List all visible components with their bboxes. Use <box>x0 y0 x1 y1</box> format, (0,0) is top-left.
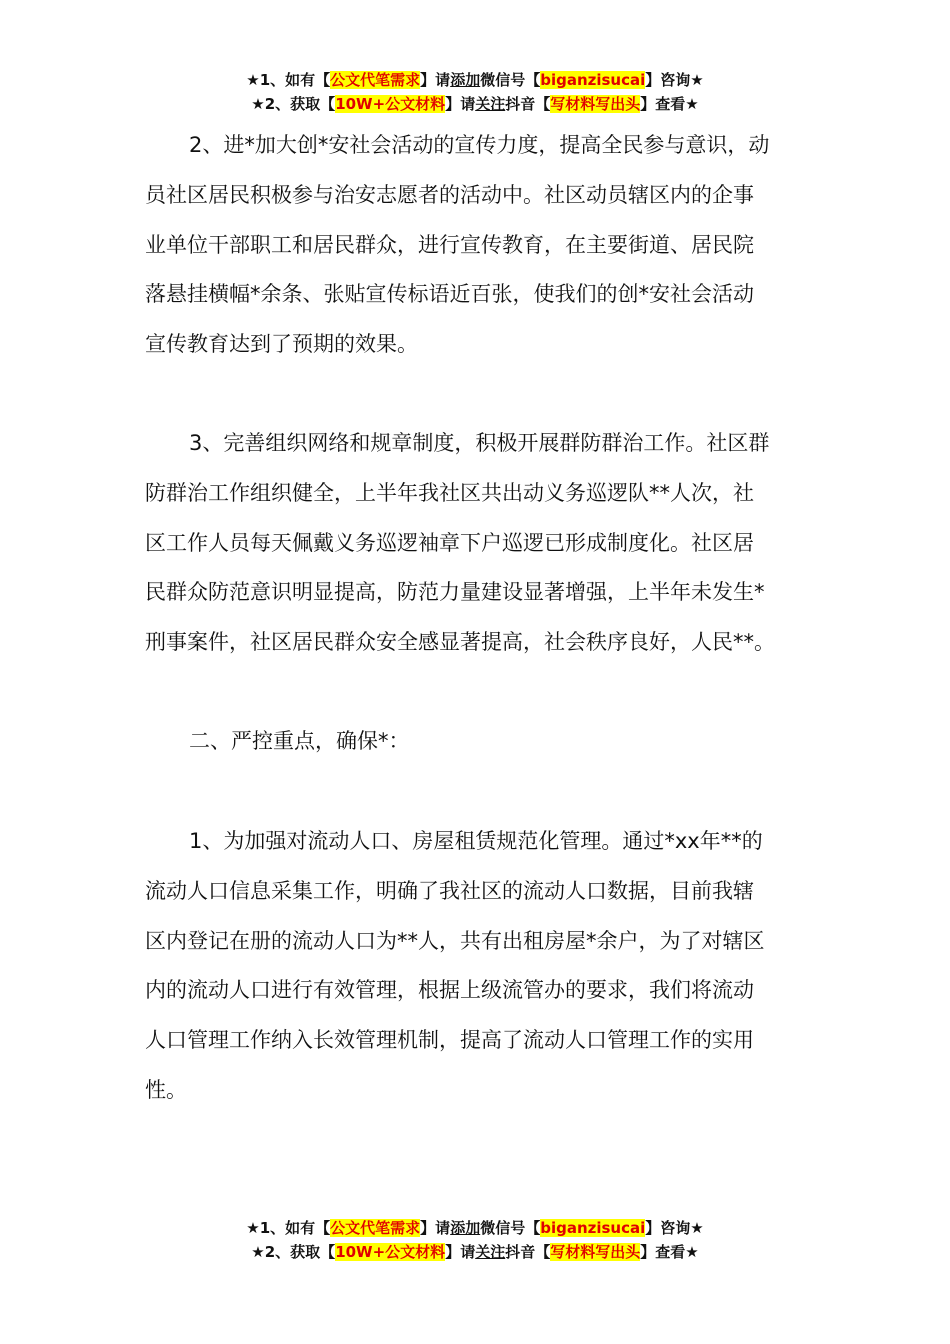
highlight-douyin: 写材料写出头 <box>550 1243 641 1261</box>
highlight-service: 公文代笔需求 <box>330 71 421 89</box>
paragraph-text: 3、完善组织网络和规章制度，积极开展群防群治工作。社区群 防群治工作组织健全，上半年我社区共出动义务巡逻队**人次，社 区工作人员每天佩戴义务巡逻袖章下户巡逻已形成制度化。社区居 民群众防范意识明显提高，防范力量建设显著增强，上半年未发生* 刑事案件，社区居民群众安全感显著提高，社会秩序良好，人民**。 <box>145 431 775 655</box>
paragraph-floating-population <box>145 817 807 1116</box>
banner-line-1: ★1、如有【公文代笔需求】请添加微信号【biganzisucai】咨询★ <box>246 1219 704 1237</box>
highlight-materials: 10W+公文材料 <box>335 95 446 113</box>
section-heading <box>145 717 807 767</box>
paragraph-text: 2、进*加大创*安社会活动的宣传力度，提高全民参与意识，动 员社区居民积极参与治安志愿者的活动中。社区动员辖区内的企事 业单位干部职工和居民群众，进行宣传教育，在主要街道、居民院 落悬挂横幅*余条、张贴宣传标语近百张，使我们的创*安社会活动 宣传教育达到了预期的效果。 <box>145 133 770 357</box>
heading-text: 二、严控重点，确保*： <box>189 729 410 753</box>
paragraph-publicity <box>145 121 807 370</box>
paragraph-organization <box>145 419 807 668</box>
banner-line-2: ★2、获取【10W+公文材料】请关注抖音【写材料写出头】查看★ <box>251 95 699 113</box>
promo-banner-bottom <box>0 1216 950 1264</box>
paragraph-text: 1、为加强对流动人口、房屋租赁规范化管理。通过*xx年**的 流动人口信息采集工作，明确了我社区的流动人口数据，目前我辖 区内登记在册的流动人口为**人，共有出租房屋*余户，为了对辖区 内的流动人口进行有效管理，根据上级流管办的要求，我们将流动 人口管理工作纳入长效管理机制，提高了流动人口管理工作的实用 性。 <box>145 829 765 1102</box>
banner-line-2: ★2、获取【10W+公文材料】请关注抖音【写材料写出头】查看★ <box>251 1243 699 1261</box>
highlight-douyin: 写材料写出头 <box>550 95 641 113</box>
highlight-materials: 10W+公文材料 <box>335 1243 446 1261</box>
promo-banner-top <box>0 68 950 116</box>
highlight-service: 公文代笔需求 <box>330 1219 421 1237</box>
highlight-wechat-id: biganzisucai <box>540 1219 646 1237</box>
highlight-wechat-id: biganzisucai <box>540 71 646 89</box>
banner-line-1: ★1、如有【公文代笔需求】请添加微信号【biganzisucai】咨询★ <box>246 71 704 89</box>
